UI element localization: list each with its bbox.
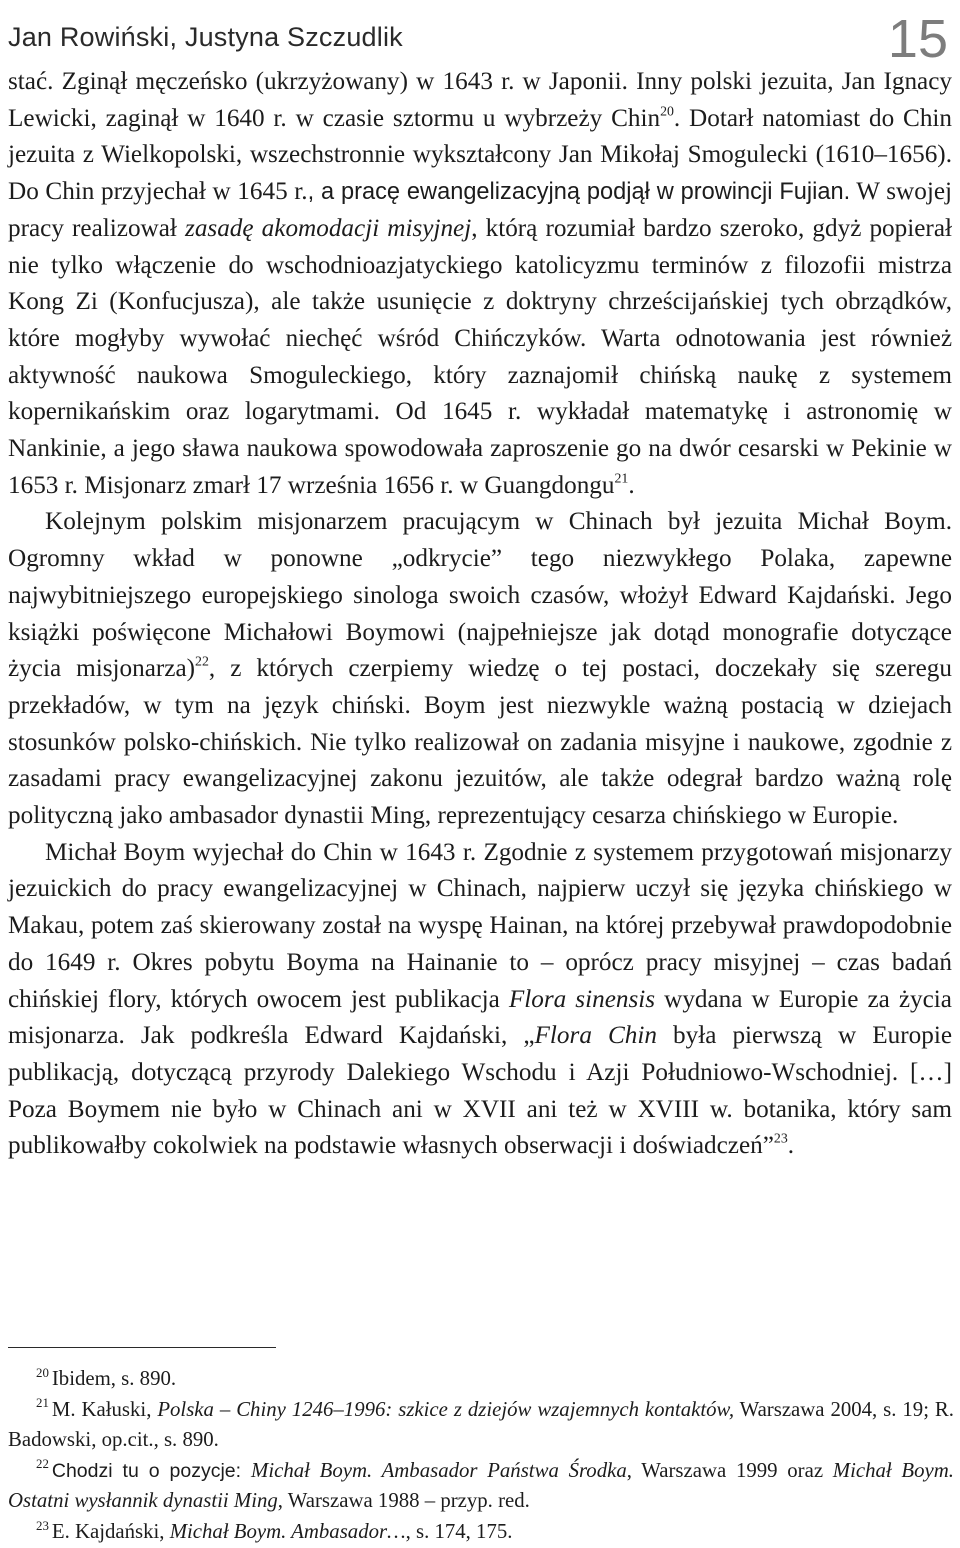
footnote-22-mid: , Warszawa 1999 oraz <box>626 1458 833 1482</box>
p1-text-c: , a pracę ewangelizacyjną podjął w prowincji Fujian. <box>307 179 851 206</box>
p1-text-b: . Dotarł natomiast do Chin jezuita z Wielkopolski, wszechstronnie wykształcony Jan Mikołaj Smogulecki (1610–1656). Do Chin przyjechał w 1645 r. <box>8 104 953 206</box>
running-header <box>8 9 952 69</box>
footnote-23-author: E. Kajdański, <box>51 1519 170 1543</box>
footnote-21-rest: Warszawa 2004, s. 19; R. Badowski, op.cit., s. 890. <box>8 1397 954 1452</box>
footnote-ref-21: 21 <box>614 470 629 486</box>
footnote-23-number: 23 <box>36 1518 49 1533</box>
p1-text-d: W swojej pracy realizował <box>8 178 952 242</box>
p1-text-f: , którą rozumiał bardzo szeroko, gdyż popierał nie tylko włączenie do wschodnioazjatyckiego katolicyzmu terminów z filozofii mistrza Kong Zi (Konfucjusza), ale także usunięcie z doktryny chrześcijańskiej tych obrządków, które mogłyby wywołać niechęć wśród Chińczyków. <box>8 214 952 352</box>
footnote-23 <box>8 1517 954 1548</box>
page-number: 15 <box>887 9 948 69</box>
footnote-ref-22: 22 <box>195 653 209 669</box>
p3-text-a: Michał Boym wyjechał do Chin w 1643 r. Zgodnie z systemem przygotowań misjonarzy jezuickich do pracy ewangelizacyjnej w Chinach, najpierw uczył się języka chińskiego w Makau, potem zaś skierowany został na wyspę Hainan, na której przebywał prawdopodobnie do 1649 r. Okres pobytu Boyma na Hainanie to – oprócz pracy misyjnej – czas badań chińskiej flory, których owocem jest publikacja <box>8 838 952 1013</box>
footnote-20-text: Ibidem, s. 890. <box>51 1367 177 1390</box>
p3-text-c: wydana w Europie za życia misjonarza. Jak podkreśla Edward Kajdański, „ <box>8 985 952 1050</box>
p1-italic-term: zasadę akomodacji misyjnej <box>185 214 472 242</box>
p3-italic-flora-chin: Flora Chin <box>534 1022 657 1050</box>
p2-text-b: , z których czerpiemy wiedzę o tej postaci, doczekały się szeregu przekładów, w tym na język chiński. Boym jest niezwykle ważną postacią w dziejach stosunków polsko-chińskich. Nie tylko realizował on zadania misyjne i naukowe, zgodnie z zasadami pracy ewangelizacyjnej zakonu jezuitów, ale także odegrał bardzo ważną rolę polityczną jako ambasador dynastii Ming, reprezentujący cesarza chińskiego w Europie. <box>8 655 952 830</box>
footnote-22 <box>8 1456 954 1517</box>
paragraph-3 <box>8 835 952 1165</box>
p1-text-h: . <box>628 471 635 499</box>
footnote-separator <box>8 1347 276 1348</box>
p3-italic-flora-sinensis: Flora sinensis <box>508 985 656 1013</box>
footnote-21-title: Polska – Chiny 1246–1996: szkice z dziejów wzajemnych kontaktów, <box>157 1397 735 1421</box>
footnote-21 <box>8 1395 954 1456</box>
footnote-22-title-1: Michał Boym. Ambasador Państwa Środka <box>251 1458 627 1482</box>
footnote-22-number: 22 <box>36 1457 49 1472</box>
p2-text-a: Kolejnym polskim misjonarzem pracującym w Chinach był jezuita Michał Boym. Ogromny wkład w ponowne „odkrycie” tego niezwykłego Polaka, zapewne najwybitniejszego europejskiego sinologa swoich czasów, włożył Edward Kajdański. Jego książki poświęcone Michałowi Boymowi (najpełniejsze jak dotąd monografie dotyczące życia misjonarza) <box>8 508 952 683</box>
footnote-20-number: 20 <box>36 1365 49 1380</box>
footnote-21-number: 21 <box>36 1396 49 1411</box>
footnote-ref-20: 20 <box>660 103 674 119</box>
p1-text-g: Warta odnotowania jest również aktywność naukowa Smoguleckiego, który zaznajomił chińską naukę z systemem kopernikańskim oraz logarytmami. Od 1645 r. wykładał matematykę i astronomię w Nankinie, a jego sława naukowa spowodowała zaproszenie go na dwór cesarski w Pekinie w 1653 r. Misjonarz zmarł 17 września 1656 r. w Guangdongu <box>8 324 953 499</box>
footnote-23-rest: , s. 174, 175. <box>405 1519 513 1543</box>
header-authors: Jan Rowiński, Justyna Szczudlik <box>8 22 403 52</box>
paragraph-2 <box>8 504 952 834</box>
footnote-22-lead: Chodzi tu o pozycje: <box>51 1459 252 1482</box>
footnote-22-rest: , Warszawa 1988 – przyp. red. <box>277 1489 530 1513</box>
p3-text-e: była pierwszą w Europie publikacją, dotyczącą przyrody Dalekiego Wschodu i Azji Południowo-Wschodniej. […] Poza Boymem nie było w Chinach ani w XVII ani też w XVIII w. botanika, który sam publikowałby cokolwiek na podstawie własnych obserwacji i doświadczeń” <box>8 1022 953 1160</box>
footnote-20 <box>8 1364 954 1395</box>
main-text <box>8 64 952 1165</box>
footnote-ref-23: 23 <box>773 1131 788 1146</box>
footnote-21-author: M. Kałuski, <box>51 1397 158 1421</box>
footnote-23-title: Michał Boym. Ambasador… <box>169 1519 406 1543</box>
footnotes <box>8 1364 954 1548</box>
p3-text-f: . <box>787 1132 795 1160</box>
paragraph-1 <box>8 64 952 504</box>
footnote-22-title-2: Michał Boym. Ostatni wysłannik dynastii Ming <box>8 1458 954 1513</box>
p1-text-a: stać. Zginął męczeńsko (ukrzyżowany) w 1643 r. w Japonii. Inny polski jezuita, Jan Ignacy Lewicki, zaginął w 1640 r. w czasie sztormu u wybrzeży Chin <box>8 68 952 132</box>
